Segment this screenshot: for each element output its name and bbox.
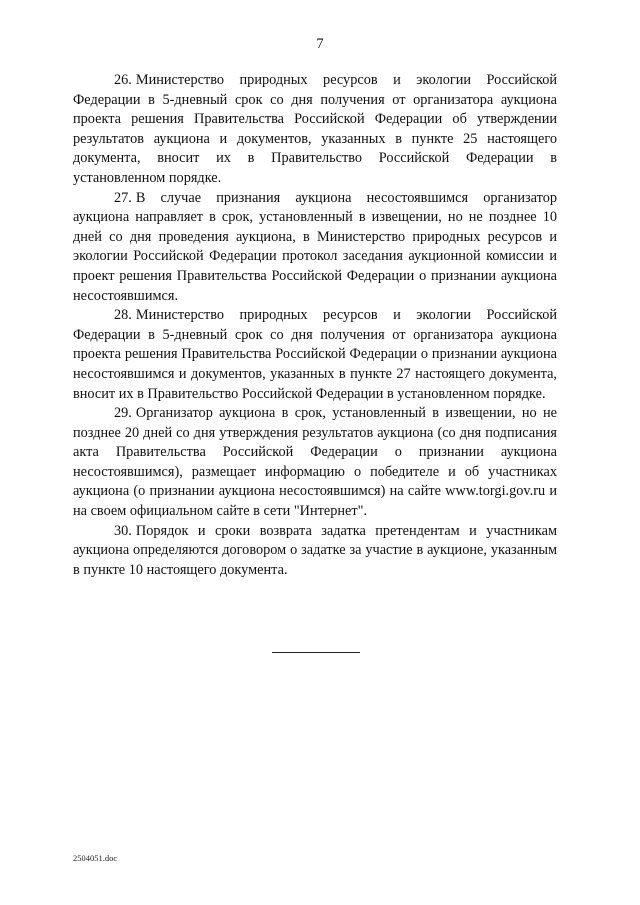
paragraph-28: [73, 306, 557, 404]
paragraph-number: 30.: [114, 522, 132, 539]
paragraph-text: Министерство природных ресурсов и экологии Российской Федерации в 5-дневный срок со дня получения от организатора аукциона проекта решения Правительства Российской Федерации о признании аукциона несостоявшимся и документов, указанных в пункте 27 настоящего документа, вносит их в Правительство Российской Федерации в установленном порядке.: [73, 307, 557, 402]
paragraph-number: 29.: [114, 405, 132, 422]
paragraph-number: 26.: [114, 72, 132, 88]
paragraph-text: В случае признания аукциона несостоявшимся организатор аукциона направляет в срок, установленный в извещении, но не позднее 10 дней со дня проведения аукциона, в Министерство природных ресурсов и экологии Российской Федерации протокол заседания аукционной комиссии и проект решения Правительства Российской Федерации о признании аукциона несостоявшимся.: [73, 189, 557, 304]
end-of-document-divider: [272, 652, 360, 653]
paragraph-26: [73, 71, 557, 189]
paragraph-number: 27.: [114, 189, 132, 206]
paragraph-30: [73, 522, 557, 581]
paragraph-text: Порядок и сроки возврата задатка претендентам и участникам аукциона определяются договором о задатке за участие в аукционе, указанным в пункте 10 настоящего документа.: [73, 522, 557, 578]
paragraph-text: Министерство природных ресурсов и экологии Российской Федерации в 5-дневный срок со дня получения от организатора аукциона проекта решения Правительства Российской Федерации об утверждении результатов аукциона и документов, указанных в пункте 25 настоящего документа, вносит их в Правительство Российской Федерации в установленном порядке.: [73, 72, 557, 186]
paragraph-number: 28.: [114, 307, 132, 324]
document-file-code: 2504051.doc: [73, 853, 118, 863]
paragraph-29: [73, 404, 557, 522]
paragraph-27: [73, 189, 557, 307]
page-number: 7: [316, 36, 324, 52]
document-body: [73, 71, 557, 580]
paragraph-text: Организатор аукциона в срок, установленный в извещении, но не позднее 20 дней со дня утверждения результатов аукциона (со дня подписания акта Правительства Российской Федерации о признании аукциона несостоявшимся), размещает информацию о победителе и об участниках аукциона (о признании аукциона несостоявшимся) на сайте www.torgi.gov.ru и на своем официальном сайте в сети "Интернет".: [73, 405, 557, 520]
